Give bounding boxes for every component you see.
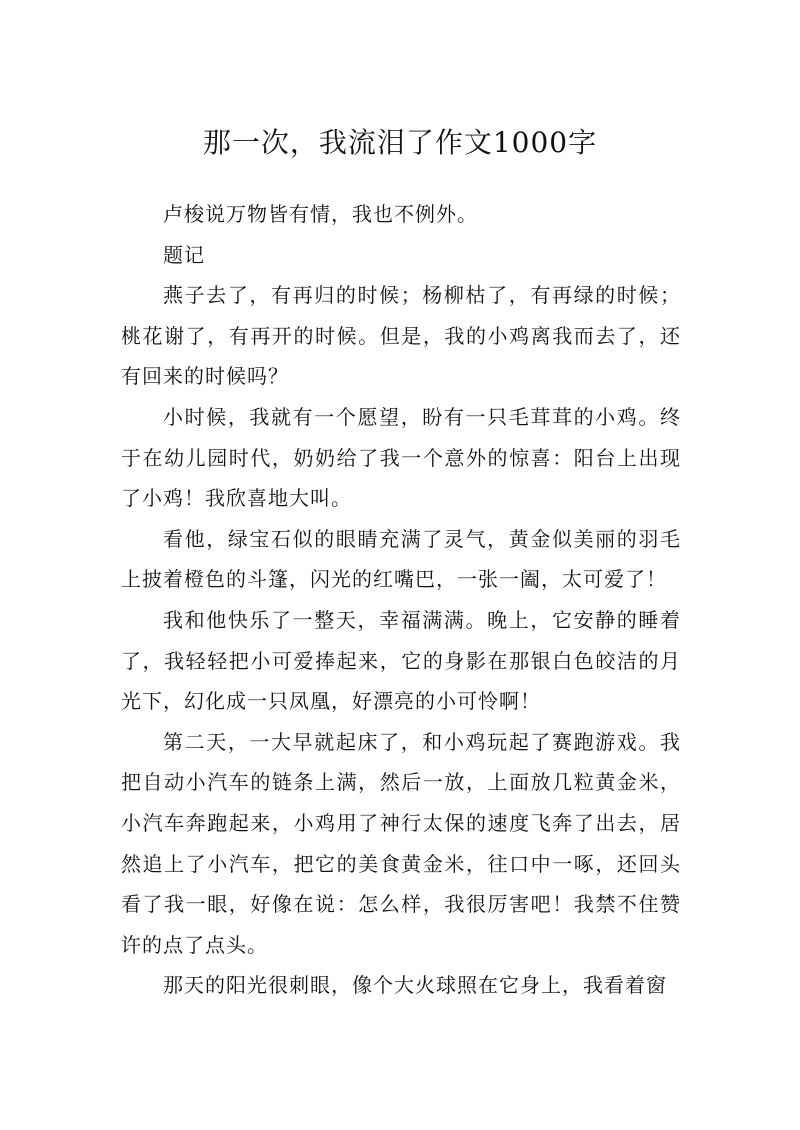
paragraph: 那天的阳光很刺眼，像个大火球照在它身上，我看着窗 [163,973,667,998]
paragraph: 题记 [163,242,205,267]
paragraph: 我和他快乐了一整天，幸福满满。晚上，它安静的睡着了，我轻轻把小可爱捧起来，它的身影在那银白色皎洁的月光下，幻化成一只凤凰，好漂亮的小可怜啊！ [121,607,681,714]
paragraph: 看他，绿宝石似的眼睛充满了灵气，黄金似美丽的羽毛上披着橙色的斗篷，闪光的红嘴巴，一张一阖，太可爱了！ [121,526,681,592]
paragraph: 第二天，一大早就起床了，和小鸡玩起了赛跑游戏。我把自动小汽车的链条上满，然后一放，上面放几粒黄金米，小汽车奔跑起来，小鸡用了神行太保的速度飞奔了出去，居然追上了小汽车，把它的美食黄金米，往口中一啄，还回头看了我一眼，好像在说：怎么样，我很厉害吧！我禁不住赞许的点了点头。 [121,729,681,957]
document-title: 那一次，我流泪了作文1000字 [202,126,598,159]
paragraph: 卢梭说万物皆有情，我也不例外。 [163,202,478,226]
paragraph: 燕子去了，有再归的时候；杨柳枯了，有再绿的时候；桃花谢了，有再开的时候。但是，我的小鸡离我而去了，还有回来的时候吗？ [121,283,681,389]
document-body [121,194,681,1006]
paragraph: 小时候，我就有一个愿望，盼有一只毛茸茸的小鸡。终于在幼儿园时代，奶奶给了我一个意外的惊喜：阳台上出现了小鸡！我欣喜地大叫。 [121,404,681,511]
